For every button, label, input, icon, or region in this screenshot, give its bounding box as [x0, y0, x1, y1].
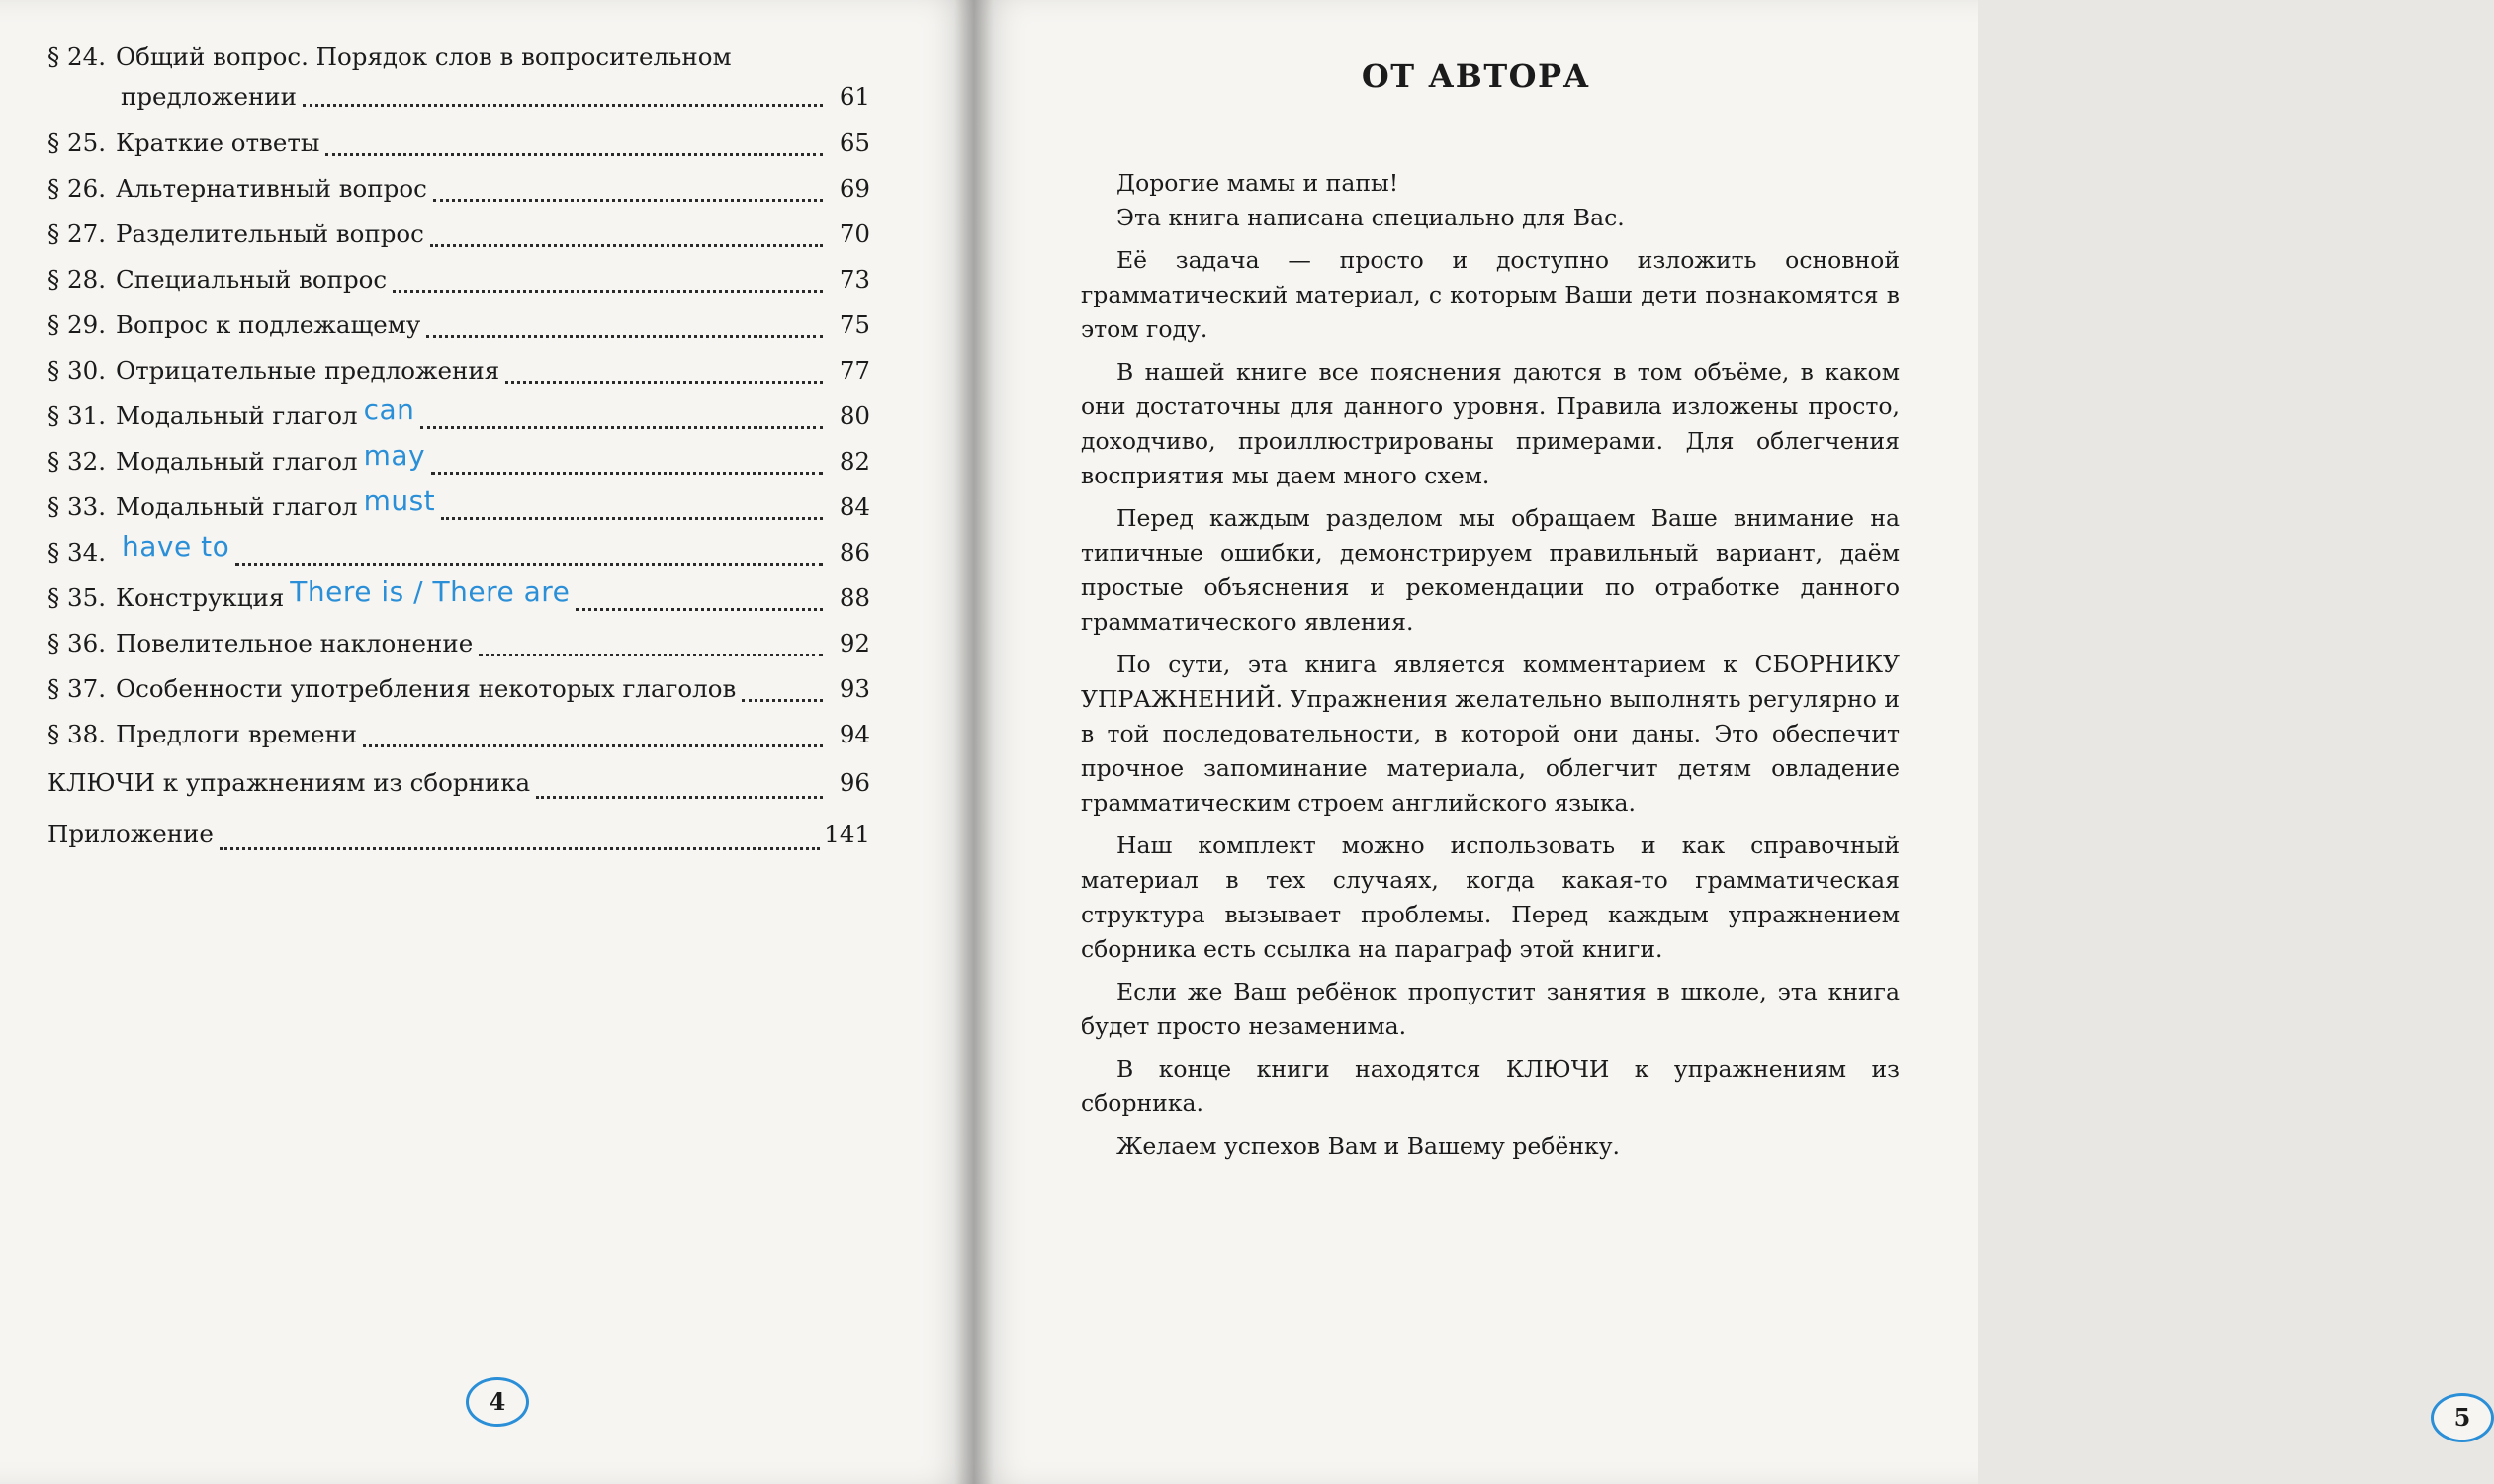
right-page — [974, 0, 2471, 1484]
paragraph: В нашей книге все пояснения даются в том объёме, в каком они достаточны для данного уровня. Правила изложены просто, доходчиво, проиллюстрированы примерами. Для облегчения восприятия мы даем много схем. — [1081, 358, 1900, 489]
preface-text — [1081, 166, 1900, 1172]
toc-title: Модальный глагол — [116, 401, 358, 430]
toc-section-number: § 32. — [47, 447, 107, 476]
toc-section-number: § 31. — [47, 401, 107, 430]
paragraph: Дорогие мамы и папы! — [1116, 169, 1399, 197]
toc-entry — [47, 439, 870, 484]
toc-title: Специальный вопрос — [116, 265, 388, 294]
toc-section-number: § 35. — [47, 583, 107, 612]
book-spine-shadow — [954, 0, 994, 1484]
toc-section-number: § 33. — [47, 492, 107, 521]
toc-title: Альтернативный вопрос — [116, 174, 427, 203]
toc-page: 77 — [839, 356, 870, 385]
toc-highlight: have to — [122, 530, 230, 563]
toc-section-number: § 25. — [47, 129, 107, 157]
toc-section-number: § 38. — [47, 720, 107, 748]
toc-page: 61 — [839, 82, 870, 111]
toc-section-number: § 27. — [47, 219, 107, 248]
toc-entry — [47, 712, 870, 757]
toc-page: 93 — [839, 674, 870, 703]
toc-title: КЛЮЧИ к упражнениям из сборника — [47, 768, 531, 797]
toc-page: 65 — [839, 129, 870, 157]
toc-section-number: § 24. — [47, 43, 107, 71]
toc-entry — [47, 575, 870, 621]
toc-entry — [47, 621, 870, 666]
toc-title: Особенности употребления некоторых глаголов — [116, 674, 737, 703]
toc-title-continued: предложении — [121, 82, 297, 111]
toc-page: 94 — [839, 720, 870, 748]
toc-page: 80 — [839, 401, 870, 430]
toc-entry — [47, 809, 870, 860]
paragraph: Перед каждым разделом мы обращаем Ваше внимание на типичные ошибки, демонстрируем правильный вариант, даём простые объяснения и рекомендации по отработке данного грамматического явления. — [1081, 504, 1900, 636]
paragraph: Эта книга написана специально для Вас. — [1116, 204, 1625, 231]
toc-entry — [47, 212, 870, 257]
toc-entry — [47, 666, 870, 712]
toc-entry — [47, 257, 870, 303]
toc-entry — [47, 348, 870, 393]
paragraph: Желаем успехов Вам и Вашему ребёнку. — [1116, 1132, 1620, 1160]
paragraph: Её задача — просто и доступно изложить основной грамматический материал, с которым Ваши дети познакомятся в этом году. — [1081, 246, 1900, 343]
toc-section-number: § 26. — [47, 174, 107, 203]
toc-title: Модальный глагол — [116, 492, 358, 521]
toc-section-number: § 30. — [47, 356, 107, 385]
toc-section-number: § 34. — [47, 538, 107, 567]
toc-entry — [47, 38, 870, 117]
toc-highlight: There is / There are — [290, 575, 571, 608]
toc-page: 86 — [839, 538, 870, 567]
toc-title: Приложение — [47, 820, 214, 848]
toc-page: 141 — [824, 820, 870, 848]
toc-title: Общий вопрос. Порядок слов в вопросительном — [116, 43, 732, 71]
toc-highlight: must — [363, 484, 436, 517]
paragraph: По сути, эта книга является комментарием к СБОРНИКУ УПРАЖНЕНИЙ. Упражнения желательно выполнять регулярно и в той последовательности, в которой они даны. Это обеспечит прочное запоминание материала, облегчит детям овладение грамматическим строем английского языка. — [1081, 651, 1900, 817]
toc-page: 70 — [839, 219, 870, 248]
toc-title: Краткие ответы — [116, 129, 320, 157]
toc-section-number: § 29. — [47, 310, 107, 339]
page-number: 5 — [2431, 1393, 2494, 1442]
page-title: ОТ АВТОРА — [1361, 57, 1591, 95]
toc-title: Повелительное наклонение — [116, 629, 474, 657]
toc-title: Разделительный вопрос — [116, 219, 424, 248]
toc-entry — [47, 393, 870, 439]
toc-title: Конструкция — [116, 583, 285, 612]
toc-section-number: § 28. — [47, 265, 107, 294]
toc-section-number: § 37. — [47, 674, 107, 703]
toc-page: 73 — [839, 265, 870, 294]
toc-entry — [47, 121, 870, 166]
toc-entry — [47, 757, 870, 809]
toc-title: Предлоги времени — [116, 720, 358, 748]
table-of-contents — [47, 38, 870, 860]
left-page — [0, 0, 974, 1484]
toc-entry — [47, 303, 870, 348]
toc-highlight: can — [363, 393, 415, 426]
toc-page: 92 — [839, 629, 870, 657]
paragraph: В конце книги находятся КЛЮЧИ к упражнениям из сборника. — [1081, 1055, 1900, 1117]
toc-page: 88 — [839, 583, 870, 612]
paragraph: Наш комплект можно использовать и как справочный материал в тех случаях, когда какая-то грамматическая структура вызывает проблемы. Перед каждым упражнением сборника есть ссылка на параграф этой книги. — [1081, 831, 1900, 963]
toc-page: 82 — [839, 447, 870, 476]
page-number: 4 — [466, 1377, 529, 1427]
toc-highlight: may — [363, 439, 426, 472]
paragraph: Если же Ваш ребёнок пропустит занятия в школе, эта книга будет просто незаменима. — [1081, 978, 1900, 1040]
toc-page: 84 — [839, 492, 870, 521]
toc-page: 75 — [839, 310, 870, 339]
toc-page: 69 — [839, 174, 870, 203]
toc-title: Вопрос к подлежащему — [116, 310, 421, 339]
toc-section-number: § 36. — [47, 629, 107, 657]
toc-title: Отрицательные предложения — [116, 356, 500, 385]
toc-page: 96 — [839, 768, 870, 797]
toc-entry — [47, 166, 870, 212]
toc-title: Модальный глагол — [116, 447, 358, 476]
